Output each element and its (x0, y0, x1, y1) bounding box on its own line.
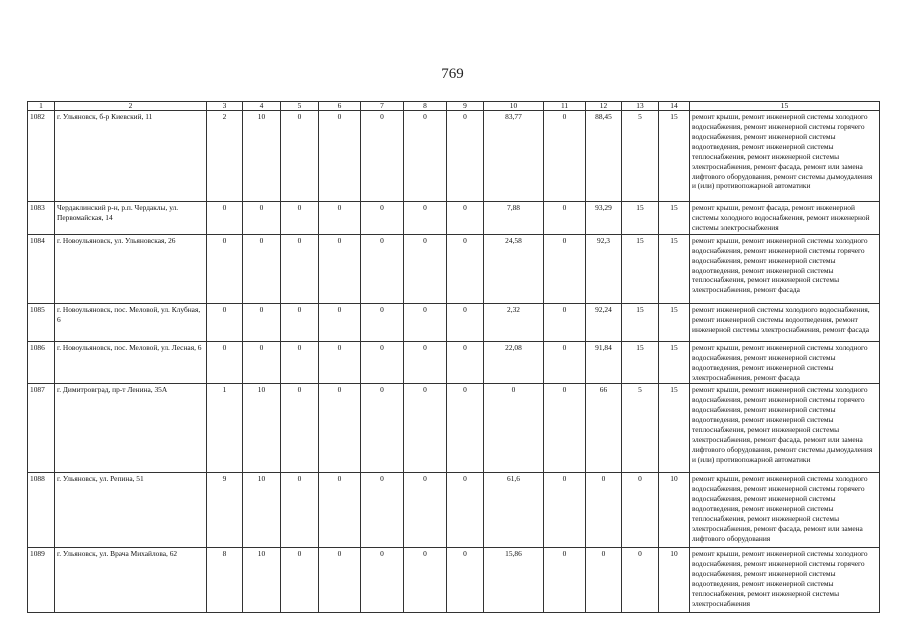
cell-col4: 10 (243, 111, 281, 202)
cell-col13: 0 (622, 548, 659, 613)
cell-col13: 0 (622, 473, 659, 548)
cell-col9: 0 (447, 548, 484, 613)
cell-col14: 10 (659, 548, 690, 613)
cell-col11: 0 (544, 111, 586, 202)
row-id: 1085 (28, 303, 55, 341)
table-row (28, 303, 880, 341)
cell-col9: 0 (447, 303, 484, 341)
cell-col3: 0 (207, 341, 243, 384)
cell-col8: 0 (404, 548, 447, 613)
cell-col3: 0 (207, 202, 243, 235)
cell-col4: 10 (243, 548, 281, 613)
cell-col7: 0 (361, 548, 404, 613)
cell-col10: 7,88 (484, 202, 544, 235)
cell-col4: 10 (243, 473, 281, 548)
column-header: 9 (447, 102, 484, 111)
table-row (28, 341, 880, 384)
column-header: 5 (281, 102, 319, 111)
column-header: 4 (243, 102, 281, 111)
cell-col6: 0 (319, 384, 361, 473)
cell-col13: 15 (622, 303, 659, 341)
column-header: 13 (622, 102, 659, 111)
cell-col4: 0 (243, 202, 281, 235)
cell-col11: 0 (544, 341, 586, 384)
cell-col13: 5 (622, 384, 659, 473)
cell-col3: 9 (207, 473, 243, 548)
table-row (28, 384, 880, 473)
cell-col13: 15 (622, 341, 659, 384)
registry-table (27, 101, 880, 613)
cell-col8: 0 (404, 384, 447, 473)
cell-col7: 0 (361, 341, 404, 384)
cell-col5: 0 (281, 384, 319, 473)
cell-col12: 66 (586, 384, 622, 473)
row-works: ремонт крыши, ремонт инженерной системы холодного водоснабжения, ремонт инженерной системы горячего водоснабжения, ремонт инженерной системы водоотведения, ремонт инженерной системы теплоснабжения, ремонт инженерной системы электроснабжения, ремонт фасада, ремонт или замена лифтового оборудования, ремонт системы дымоудаления и (или) противопожарной автоматики (690, 111, 880, 202)
cell-col13: 5 (622, 111, 659, 202)
cell-col10: 15,86 (484, 548, 544, 613)
cell-col8: 0 (404, 473, 447, 548)
column-header: 1 (28, 102, 55, 111)
cell-col5: 0 (281, 473, 319, 548)
row-id: 1089 (28, 548, 55, 613)
row-address: г. Димитровград, пр-т Ленина, 35А (55, 384, 207, 473)
row-address: г. Новоульяновск, пос. Меловой, ул. Лесная, 6 (55, 341, 207, 384)
cell-col5: 0 (281, 111, 319, 202)
column-header: 14 (659, 102, 690, 111)
column-header: 6 (319, 102, 361, 111)
column-header: 8 (404, 102, 447, 111)
row-address: г. Ульяновск, ул. Врача Михайлова, 62 (55, 548, 207, 613)
cell-col5: 0 (281, 202, 319, 235)
cell-col14: 10 (659, 473, 690, 548)
cell-col14: 15 (659, 202, 690, 235)
table-row (28, 111, 880, 202)
row-works: ремонт крыши, ремонт инженерной системы холодного водоснабжения, ремонт инженерной системы горячего водоснабжения, ремонт инженерной системы водоотведения, ремонт инженерной системы теплоснабжения, ремонт инженерной системы электроснабжения, ремонт фасада (690, 234, 880, 303)
cell-col4: 0 (243, 234, 281, 303)
row-address: Чердаклинский р-н, р.п. Чердаклы, ул. Первомайская, 14 (55, 202, 207, 235)
cell-col6: 0 (319, 234, 361, 303)
cell-col12: 91,84 (586, 341, 622, 384)
page-number: 769 (441, 66, 464, 82)
cell-col4: 0 (243, 303, 281, 341)
cell-col12: 92,24 (586, 303, 622, 341)
cell-col9: 0 (447, 202, 484, 235)
cell-col6: 0 (319, 548, 361, 613)
cell-col14: 15 (659, 234, 690, 303)
cell-col7: 0 (361, 202, 404, 235)
cell-col11: 0 (544, 548, 586, 613)
column-header: 2 (55, 102, 207, 111)
cell-col8: 0 (404, 341, 447, 384)
row-works: ремонт крыши, ремонт инженерной системы холодного водоснабжения, ремонт инженерной системы горячего водоснабжения, ремонт инженерной системы водоотведения, ремонт инженерной системы теплоснабжения, ремонт инженерной системы электроснабжения (690, 548, 880, 613)
cell-col10: 61,6 (484, 473, 544, 548)
cell-col9: 0 (447, 384, 484, 473)
cell-col10: 2,32 (484, 303, 544, 341)
cell-col3: 8 (207, 548, 243, 613)
cell-col7: 0 (361, 473, 404, 548)
row-works: ремонт крыши, ремонт фасада, ремонт инженерной системы холодного водоснабжения, ремонт инженерной системы электроснабжения (690, 202, 880, 235)
row-id: 1084 (28, 234, 55, 303)
cell-col5: 0 (281, 341, 319, 384)
table-row (28, 202, 880, 235)
row-works: ремонт крыши, ремонт инженерной системы холодного водоснабжения, ремонт инженерной системы горячего водоснабжения, ремонт инженерной системы водоотведения, ремонт инженерной системы теплоснабжения, ремонт инженерной системы электроснабжения, ремонт фасада, ремонт или замена лифтового оборудования, ремонт системы дымоудаления и (или) противопожарной автоматики (690, 384, 880, 473)
cell-col3: 0 (207, 303, 243, 341)
table-row (28, 234, 880, 303)
column-header: 15 (690, 102, 880, 111)
row-works: ремонт крыши, ремонт инженерной системы холодного водоснабжения, ремонт инженерной системы водоотведения, ремонт инженерной системы электроснабжения, ремонт фасада (690, 341, 880, 384)
cell-col7: 0 (361, 111, 404, 202)
cell-col6: 0 (319, 202, 361, 235)
cell-col12: 0 (586, 548, 622, 613)
table-row (28, 473, 880, 548)
cell-col8: 0 (404, 202, 447, 235)
cell-col7: 0 (361, 384, 404, 473)
column-header: 11 (544, 102, 586, 111)
row-id: 1086 (28, 341, 55, 384)
cell-col5: 0 (281, 303, 319, 341)
cell-col14: 15 (659, 111, 690, 202)
cell-col10: 83,77 (484, 111, 544, 202)
cell-col11: 0 (544, 473, 586, 548)
cell-col6: 0 (319, 473, 361, 548)
cell-col6: 0 (319, 341, 361, 384)
column-header: 7 (361, 102, 404, 111)
cell-col14: 15 (659, 384, 690, 473)
row-id: 1083 (28, 202, 55, 235)
column-header: 3 (207, 102, 243, 111)
row-id: 1087 (28, 384, 55, 473)
cell-col11: 0 (544, 202, 586, 235)
cell-col12: 92,3 (586, 234, 622, 303)
cell-col8: 0 (404, 234, 447, 303)
cell-col12: 93,29 (586, 202, 622, 235)
cell-col14: 15 (659, 303, 690, 341)
cell-col3: 1 (207, 384, 243, 473)
cell-col7: 0 (361, 234, 404, 303)
cell-col6: 0 (319, 303, 361, 341)
cell-col8: 0 (404, 303, 447, 341)
row-address: г. Новоульяновск, ул. Ульяновская, 26 (55, 234, 207, 303)
cell-col5: 0 (281, 234, 319, 303)
cell-col6: 0 (319, 111, 361, 202)
cell-col12: 0 (586, 473, 622, 548)
column-header: 10 (484, 102, 544, 111)
cell-col13: 15 (622, 234, 659, 303)
cell-col3: 2 (207, 111, 243, 202)
cell-col11: 0 (544, 234, 586, 303)
cell-col14: 15 (659, 341, 690, 384)
cell-col4: 10 (243, 384, 281, 473)
row-id: 1088 (28, 473, 55, 548)
cell-col11: 0 (544, 384, 586, 473)
row-address: г. Новоульяновск, пос. Меловой, ул. Клубная, 6 (55, 303, 207, 341)
table-row (28, 548, 880, 613)
cell-col9: 0 (447, 473, 484, 548)
cell-col8: 0 (404, 111, 447, 202)
cell-col5: 0 (281, 548, 319, 613)
cell-col11: 0 (544, 303, 586, 341)
cell-col4: 0 (243, 341, 281, 384)
cell-col9: 0 (447, 341, 484, 384)
row-id: 1082 (28, 111, 55, 202)
column-header-row (28, 102, 880, 111)
cell-col13: 15 (622, 202, 659, 235)
row-works: ремонт инженерной системы холодного водоснабжения, ремонт инженерной системы водоотведения, ремонт инженерной системы электроснабжения, ремонт фасада (690, 303, 880, 341)
cell-col9: 0 (447, 111, 484, 202)
cell-col10: 0 (484, 384, 544, 473)
cell-col3: 0 (207, 234, 243, 303)
row-address: г. Ульяновск, ул. Репина, 51 (55, 473, 207, 548)
cell-col12: 88,45 (586, 111, 622, 202)
cell-col7: 0 (361, 303, 404, 341)
cell-col9: 0 (447, 234, 484, 303)
row-address: г. Ульяновск, б-р Киевский, 11 (55, 111, 207, 202)
cell-col10: 24,58 (484, 234, 544, 303)
cell-col10: 22,08 (484, 341, 544, 384)
column-header: 12 (586, 102, 622, 111)
row-works: ремонт крыши, ремонт инженерной системы холодного водоснабжения, ремонт инженерной системы горячего водоснабжения, ремонт инженерной системы водоотведения, ремонт инженерной системы теплоснабжения, ремонт инженерной системы электроснабжения, ремонт фасада, ремонт или замена лифтового оборудования (690, 473, 880, 548)
